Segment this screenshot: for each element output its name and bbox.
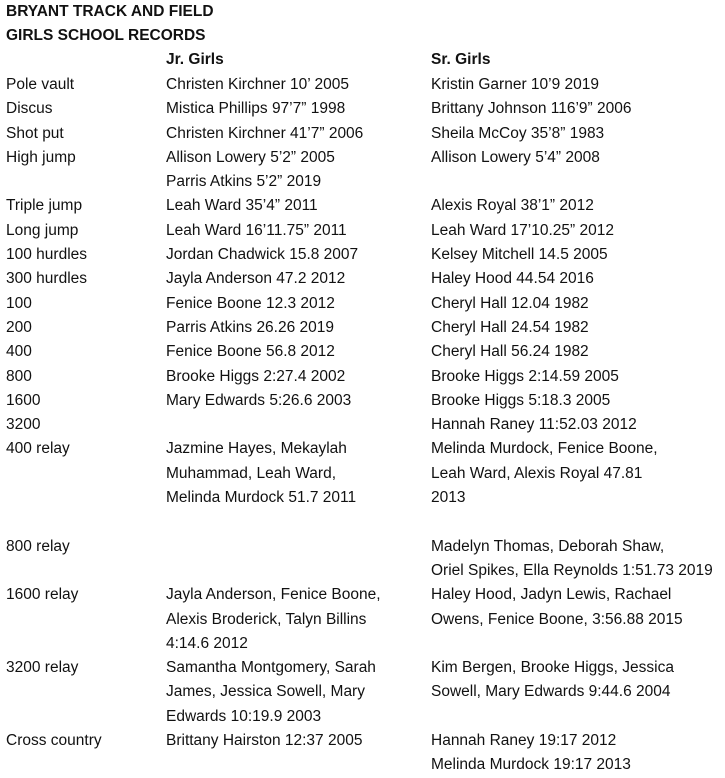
jr-girls-record-line: Jayla Anderson 47.2 2012 bbox=[166, 270, 346, 288]
jr-girls-record bbox=[166, 729, 421, 753]
record-row bbox=[0, 292, 725, 316]
sr-girls-record bbox=[431, 219, 723, 243]
jr-girls-record bbox=[166, 122, 421, 146]
sr-girls-record-line: Leah Ward 17’10.25” 2012 bbox=[431, 221, 614, 239]
jr-girls-record bbox=[166, 316, 421, 340]
jr-girls-record bbox=[166, 656, 421, 729]
event-name: Discus bbox=[6, 100, 53, 118]
jr-girls-record-line: Fenice Boone 12.3 2012 bbox=[166, 294, 335, 312]
record-row bbox=[0, 729, 725, 778]
sr-girls-record bbox=[431, 122, 723, 146]
record-row bbox=[0, 656, 725, 729]
sr-girls-record bbox=[431, 97, 723, 121]
sr-girls-record bbox=[431, 389, 723, 413]
jr-girls-record bbox=[166, 292, 421, 316]
sr-girls-record-line: Leah Ward, Alexis Royal 47.81 bbox=[431, 464, 643, 482]
document-title: BRYANT TRACK AND FIELD bbox=[6, 3, 214, 20]
event-name: 800 relay bbox=[6, 537, 70, 555]
jr-girls-record bbox=[166, 73, 421, 97]
record-row bbox=[0, 219, 725, 243]
jr-girls-record-line: Jazmine Hayes, Mekaylah bbox=[166, 440, 347, 458]
jr-girls-record-line: Allison Lowery 5’2” 2005 bbox=[166, 148, 335, 166]
jr-girls-record-line: Jordan Chadwick 15.8 2007 bbox=[166, 246, 359, 264]
jr-girls-record bbox=[166, 583, 421, 656]
event-name: 400 relay bbox=[6, 440, 70, 458]
sr-girls-record-line: Sowell, Mary Edwards 9:44.6 2004 bbox=[431, 683, 671, 701]
jr-girls-record-line: Edwards 10:19.9 2003 bbox=[166, 707, 322, 725]
event-name: Long jump bbox=[6, 221, 79, 239]
sr-girls-record bbox=[431, 656, 723, 705]
jr-girls-record bbox=[166, 243, 421, 267]
record-row bbox=[0, 73, 725, 97]
sr-girls-record-line: 2013 bbox=[431, 489, 466, 507]
sr-girls-record bbox=[431, 194, 723, 218]
sr-girls-record-line: Hannah Raney 11:52.03 2012 bbox=[431, 416, 637, 434]
event-name: 100 bbox=[6, 294, 32, 312]
jr-girls-record-line: Parris Atkins 5’2” 2019 bbox=[166, 173, 322, 191]
record-row bbox=[0, 97, 725, 121]
event-name: 1600 relay bbox=[6, 586, 79, 604]
sr-girls-record-line: Oriel Spikes, Ella Reynolds 1:51.73 2019 bbox=[431, 561, 713, 579]
document-subtitle: GIRLS SCHOOL RECORDS bbox=[6, 27, 206, 44]
sr-girls-record-line: Haley Hood, Jadyn Lewis, Rachael bbox=[431, 586, 672, 604]
records-table bbox=[0, 73, 725, 778]
sr-girls-record-line: Melinda Murdock 19:17 2013 bbox=[431, 756, 631, 774]
sr-girls-record-line: Allison Lowery 5’4” 2008 bbox=[431, 148, 600, 166]
jr-girls-record bbox=[166, 146, 421, 195]
sr-girls-record-line: Sheila McCoy 35’8” 1983 bbox=[431, 124, 605, 142]
record-row bbox=[0, 535, 725, 584]
jr-girls-record bbox=[166, 389, 421, 413]
sr-girls-record-line: Brittany Johnson 116’9” 2006 bbox=[431, 100, 632, 118]
jr-girls-record-line: Brittany Hairston 12:37 2005 bbox=[166, 732, 363, 750]
jr-girls-record-line: Leah Ward 35’4” 2011 bbox=[166, 197, 318, 215]
sr-girls-record bbox=[431, 583, 723, 632]
jr-girls-record-line: James, Jessica Sowell, Mary bbox=[166, 683, 365, 701]
jr-girls-record bbox=[166, 194, 421, 218]
sr-girls-record-line: Owens, Fenice Boone, 3:56.88 2015 bbox=[431, 610, 683, 628]
event-name: 200 bbox=[6, 318, 32, 336]
sr-girls-record-line: Kim Bergen, Brooke Higgs, Jessica bbox=[431, 659, 674, 677]
jr-girls-record bbox=[166, 97, 421, 121]
jr-girls-record bbox=[166, 219, 421, 243]
sr-girls-record-line: Alexis Royal 38’1” 2012 bbox=[431, 197, 594, 215]
record-row bbox=[0, 316, 725, 340]
jr-girls-record bbox=[166, 340, 421, 364]
sr-girls-record-line: Cheryl Hall 56.24 1982 bbox=[431, 343, 589, 361]
record-row bbox=[0, 413, 725, 437]
event-name: Triple jump bbox=[6, 197, 83, 215]
event-name: 3200 relay bbox=[6, 659, 79, 677]
jr-girls-record-line: Fenice Boone 56.8 2012 bbox=[166, 343, 335, 361]
event-name: Pole vault bbox=[6, 76, 75, 93]
jr-girls-record-line: 4:14.6 2012 bbox=[166, 634, 248, 652]
record-row bbox=[0, 243, 725, 267]
sr-girls-record-line: Kristin Garner 10’9 2019 bbox=[431, 76, 600, 93]
jr-girls-record-line: Christen Kirchner 10’ 2005 bbox=[166, 76, 349, 93]
event-name: 800 bbox=[6, 367, 32, 385]
jr-girls-record-line: Melinda Murdock 51.7 2011 bbox=[166, 489, 357, 507]
sr-girls-record bbox=[431, 73, 723, 97]
event-name: 3200 bbox=[6, 416, 41, 434]
event-name: 300 hurdles bbox=[6, 270, 88, 288]
record-row bbox=[0, 267, 725, 291]
sr-girls-record bbox=[431, 146, 723, 170]
jr-girls-record bbox=[166, 437, 421, 510]
record-row bbox=[0, 122, 725, 146]
sr-girls-record-line: Haley Hood 44.54 2016 bbox=[431, 270, 594, 288]
sr-girls-record bbox=[431, 243, 723, 267]
sr-girls-record-line: Melinda Murdock, Fenice Boone, bbox=[431, 440, 658, 458]
event-name: 100 hurdles bbox=[6, 246, 88, 264]
sr-girls-record bbox=[431, 365, 723, 389]
sr-girls-record bbox=[431, 413, 723, 437]
sr-girls-record bbox=[431, 437, 723, 510]
jr-girls-record bbox=[166, 267, 421, 291]
sr-girls-record-line: Hannah Raney 19:17 2012 bbox=[431, 732, 617, 750]
sr-girls-record bbox=[431, 292, 723, 316]
record-row bbox=[0, 365, 725, 389]
record-row bbox=[0, 194, 725, 218]
event-name: 400 bbox=[6, 343, 32, 361]
sr-girls-record bbox=[431, 340, 723, 364]
event-name: 1600 bbox=[6, 391, 41, 409]
record-row bbox=[0, 389, 725, 413]
sr-girls-record-line: Brooke Higgs 2:14.59 2005 bbox=[431, 367, 619, 385]
sr-girls-record-line: Kelsey Mitchell 14.5 2005 bbox=[431, 246, 608, 264]
jr-girls-record-line: Alexis Broderick, Talyn Billins bbox=[166, 610, 367, 628]
record-row bbox=[0, 437, 725, 534]
sr-girls-record-line: Brooke Higgs 5:18.3 2005 bbox=[431, 391, 611, 409]
jr-girls-record-line: Muhammad, Leah Ward, bbox=[166, 464, 337, 482]
column-header-sr-girls: Sr. Girls bbox=[431, 51, 491, 68]
jr-girls-record-line: Mistica Phillips 97’7” 1998 bbox=[166, 100, 346, 118]
sr-girls-record bbox=[431, 535, 723, 584]
event-name: High jump bbox=[6, 148, 76, 166]
jr-girls-record-line: Samantha Montgomery, Sarah bbox=[166, 659, 376, 677]
jr-girls-record-line: Mary Edwards 5:26.6 2003 bbox=[166, 391, 352, 409]
sr-girls-record bbox=[431, 729, 723, 778]
sr-girls-record bbox=[431, 316, 723, 340]
jr-girls-record-line: Leah Ward 16’11.75” 2011 bbox=[166, 221, 347, 239]
sr-girls-record bbox=[431, 267, 723, 291]
jr-girls-record-line: Christen Kirchner 41’7” 2006 bbox=[166, 124, 364, 142]
sr-girls-record-line: Cheryl Hall 12.04 1982 bbox=[431, 294, 589, 312]
jr-girls-record-line: Brooke Higgs 2:27.4 2002 bbox=[166, 367, 346, 385]
event-name: Shot put bbox=[6, 124, 64, 142]
sr-girls-record-line: Cheryl Hall 24.54 1982 bbox=[431, 318, 589, 336]
record-row bbox=[0, 583, 725, 656]
sr-girls-record-line: Madelyn Thomas, Deborah Shaw, bbox=[431, 537, 665, 555]
jr-girls-record-line: Parris Atkins 26.26 2019 bbox=[166, 318, 335, 336]
jr-girls-record bbox=[166, 365, 421, 389]
event-name: Cross country bbox=[6, 732, 102, 750]
record-row bbox=[0, 340, 725, 364]
column-header-jr-girls: Jr. Girls bbox=[166, 51, 224, 68]
record-row bbox=[0, 146, 725, 195]
jr-girls-record-line: Jayla Anderson, Fenice Boone, bbox=[166, 586, 381, 604]
